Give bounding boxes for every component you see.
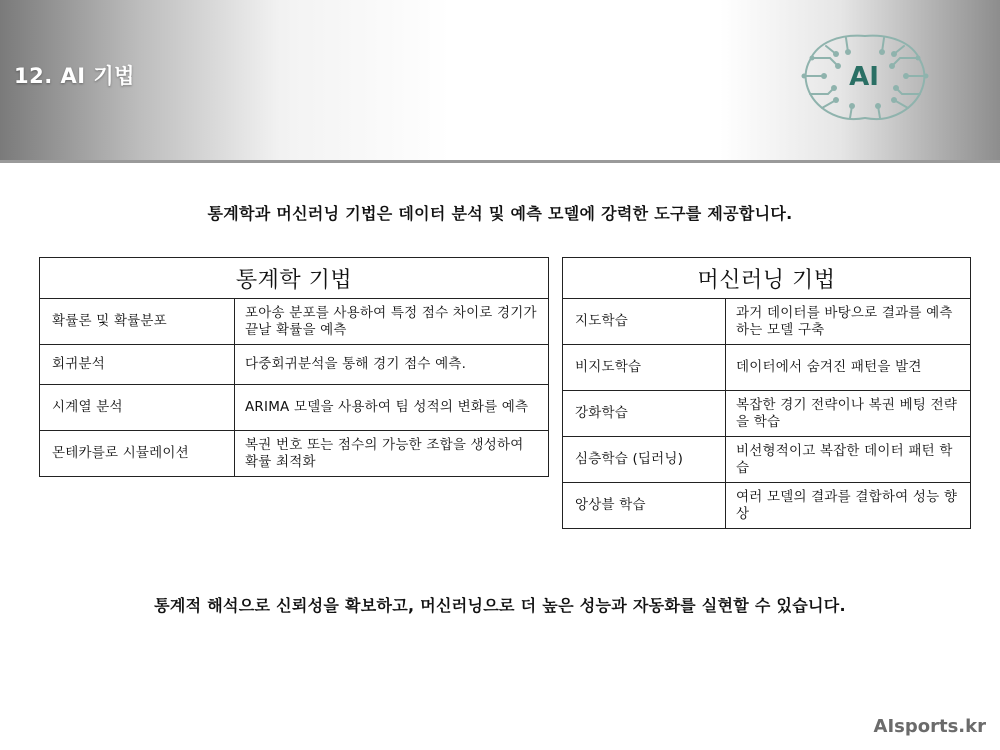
row-term: 지도학습 bbox=[563, 299, 726, 345]
logo-text: AI bbox=[849, 62, 879, 92]
row-term: 비지도학습 bbox=[563, 345, 726, 391]
row-description: 여러 모델의 결과를 결합하여 성능 향상 bbox=[726, 483, 971, 529]
row-term: 심층학습 (딥러닝) bbox=[563, 437, 726, 483]
ai-brain-logo bbox=[790, 28, 940, 128]
row-description: 포아송 분포를 사용하여 특정 점수 차이로 경기가 끝날 확률을 예측 bbox=[235, 299, 549, 345]
machine-learning-table bbox=[562, 257, 971, 529]
intro-text: 통계학과 머신러닝 기법은 데이터 분석 및 예측 모델에 강력한 도구를 제공합니다. bbox=[207, 204, 793, 223]
table-row bbox=[563, 437, 971, 483]
row-description: 복권 번호 또는 점수의 가능한 조합을 생성하여 확률 최적화 bbox=[235, 431, 549, 477]
row-description: ARIMA 모델을 사용하여 팀 성적의 변화를 예측 bbox=[235, 385, 549, 431]
row-term: 몬테카를로 시뮬레이션 bbox=[40, 431, 235, 477]
row-term: 확률론 및 확률분포 bbox=[40, 299, 235, 345]
table-row bbox=[40, 431, 549, 477]
row-term: 앙상블 학습 bbox=[563, 483, 726, 529]
statistics-table bbox=[39, 257, 549, 477]
conclusion-text: 통계적 해석으로 신뢰성을 확보하고, 머신러닝으로 더 높은 성능과 자동화를 실현할 수 있습니다. bbox=[154, 596, 846, 615]
row-description: 데이터에서 숨겨진 패턴을 발견 bbox=[726, 345, 971, 391]
table-row bbox=[40, 385, 549, 431]
table-row bbox=[40, 299, 549, 345]
row-description: 다중회귀분석을 통해 경기 점수 예측. bbox=[235, 345, 549, 385]
table-row bbox=[40, 345, 549, 385]
page-title: 12. AI 기법 bbox=[14, 64, 135, 88]
header-banner bbox=[0, 0, 1000, 163]
row-description: 과거 데이터를 바탕으로 결과를 예측하는 모델 구축 bbox=[726, 299, 971, 345]
machine-learning-table-title: 머신러닝 기법 bbox=[563, 258, 971, 299]
row-description: 복잡한 경기 전략이나 복권 베팅 전략을 학습 bbox=[726, 391, 971, 437]
table-row bbox=[563, 299, 971, 345]
row-description: 비선형적이고 복잡한 데이터 패턴 학습 bbox=[726, 437, 971, 483]
table-row bbox=[563, 345, 971, 391]
site-watermark: AIsports.kr bbox=[873, 716, 986, 737]
row-term: 강화학습 bbox=[563, 391, 726, 437]
table-row bbox=[563, 483, 971, 529]
row-term: 시계열 분석 bbox=[40, 385, 235, 431]
statistics-table-title: 통계학 기법 bbox=[40, 258, 549, 299]
table-row bbox=[563, 391, 971, 437]
row-term: 회귀분석 bbox=[40, 345, 235, 385]
